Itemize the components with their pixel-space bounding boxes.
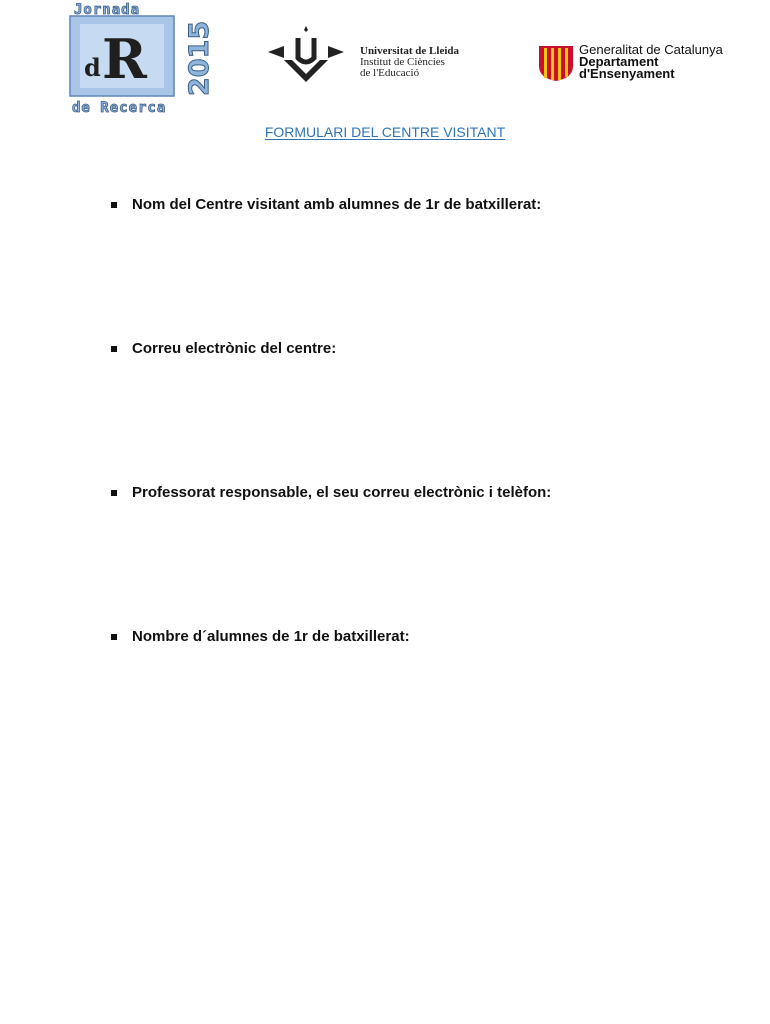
form-title: FORMULARI DEL CENTRE VISITANT bbox=[264, 124, 506, 140]
svg-text:R: R bbox=[102, 27, 147, 91]
question-centre-email bbox=[111, 340, 336, 357]
question-label: Nom del Centre visitant amb alumnes de 1r de batxillerat: bbox=[132, 196, 542, 213]
generalitat-catalunya-logo bbox=[537, 42, 737, 84]
question-label: Professorat responsable, el seu correu electrònic i telèfon: bbox=[132, 484, 552, 501]
bullet-icon bbox=[111, 634, 117, 640]
udl-logo-text: Universitat de Lleida Institut de Ciències de l'Educació bbox=[360, 45, 459, 79]
svg-text:de Recerca: de Recerca bbox=[72, 100, 167, 116]
svg-text:d: d bbox=[84, 53, 101, 82]
question-student-count bbox=[111, 628, 410, 645]
question-label: Correu electrònic del centre: bbox=[132, 340, 337, 357]
bullet-icon bbox=[111, 346, 117, 352]
question-teacher-contact bbox=[111, 484, 551, 501]
answer-teacher-contact[interactable] bbox=[130, 514, 690, 604]
universitat-lleida-logo bbox=[264, 24, 504, 88]
question-label: Nombre d´alumnes de 1r de batxillerat: bbox=[132, 628, 410, 645]
svg-text:Jornada: Jornada bbox=[74, 2, 141, 18]
answer-centre-name[interactable] bbox=[130, 226, 690, 316]
question-centre-name bbox=[111, 196, 541, 213]
bullet-icon bbox=[111, 490, 117, 496]
jornada-recerca-logo bbox=[66, 0, 218, 116]
bullet-icon bbox=[111, 202, 117, 208]
answer-student-count[interactable] bbox=[130, 658, 690, 748]
generalitat-logo-text: Generalitat de Catalunya Departament d'Ensenyament bbox=[579, 42, 723, 81]
svg-text:2015: 2015 bbox=[184, 20, 215, 96]
page-header bbox=[0, 0, 770, 120]
answer-centre-email[interactable] bbox=[130, 370, 690, 460]
